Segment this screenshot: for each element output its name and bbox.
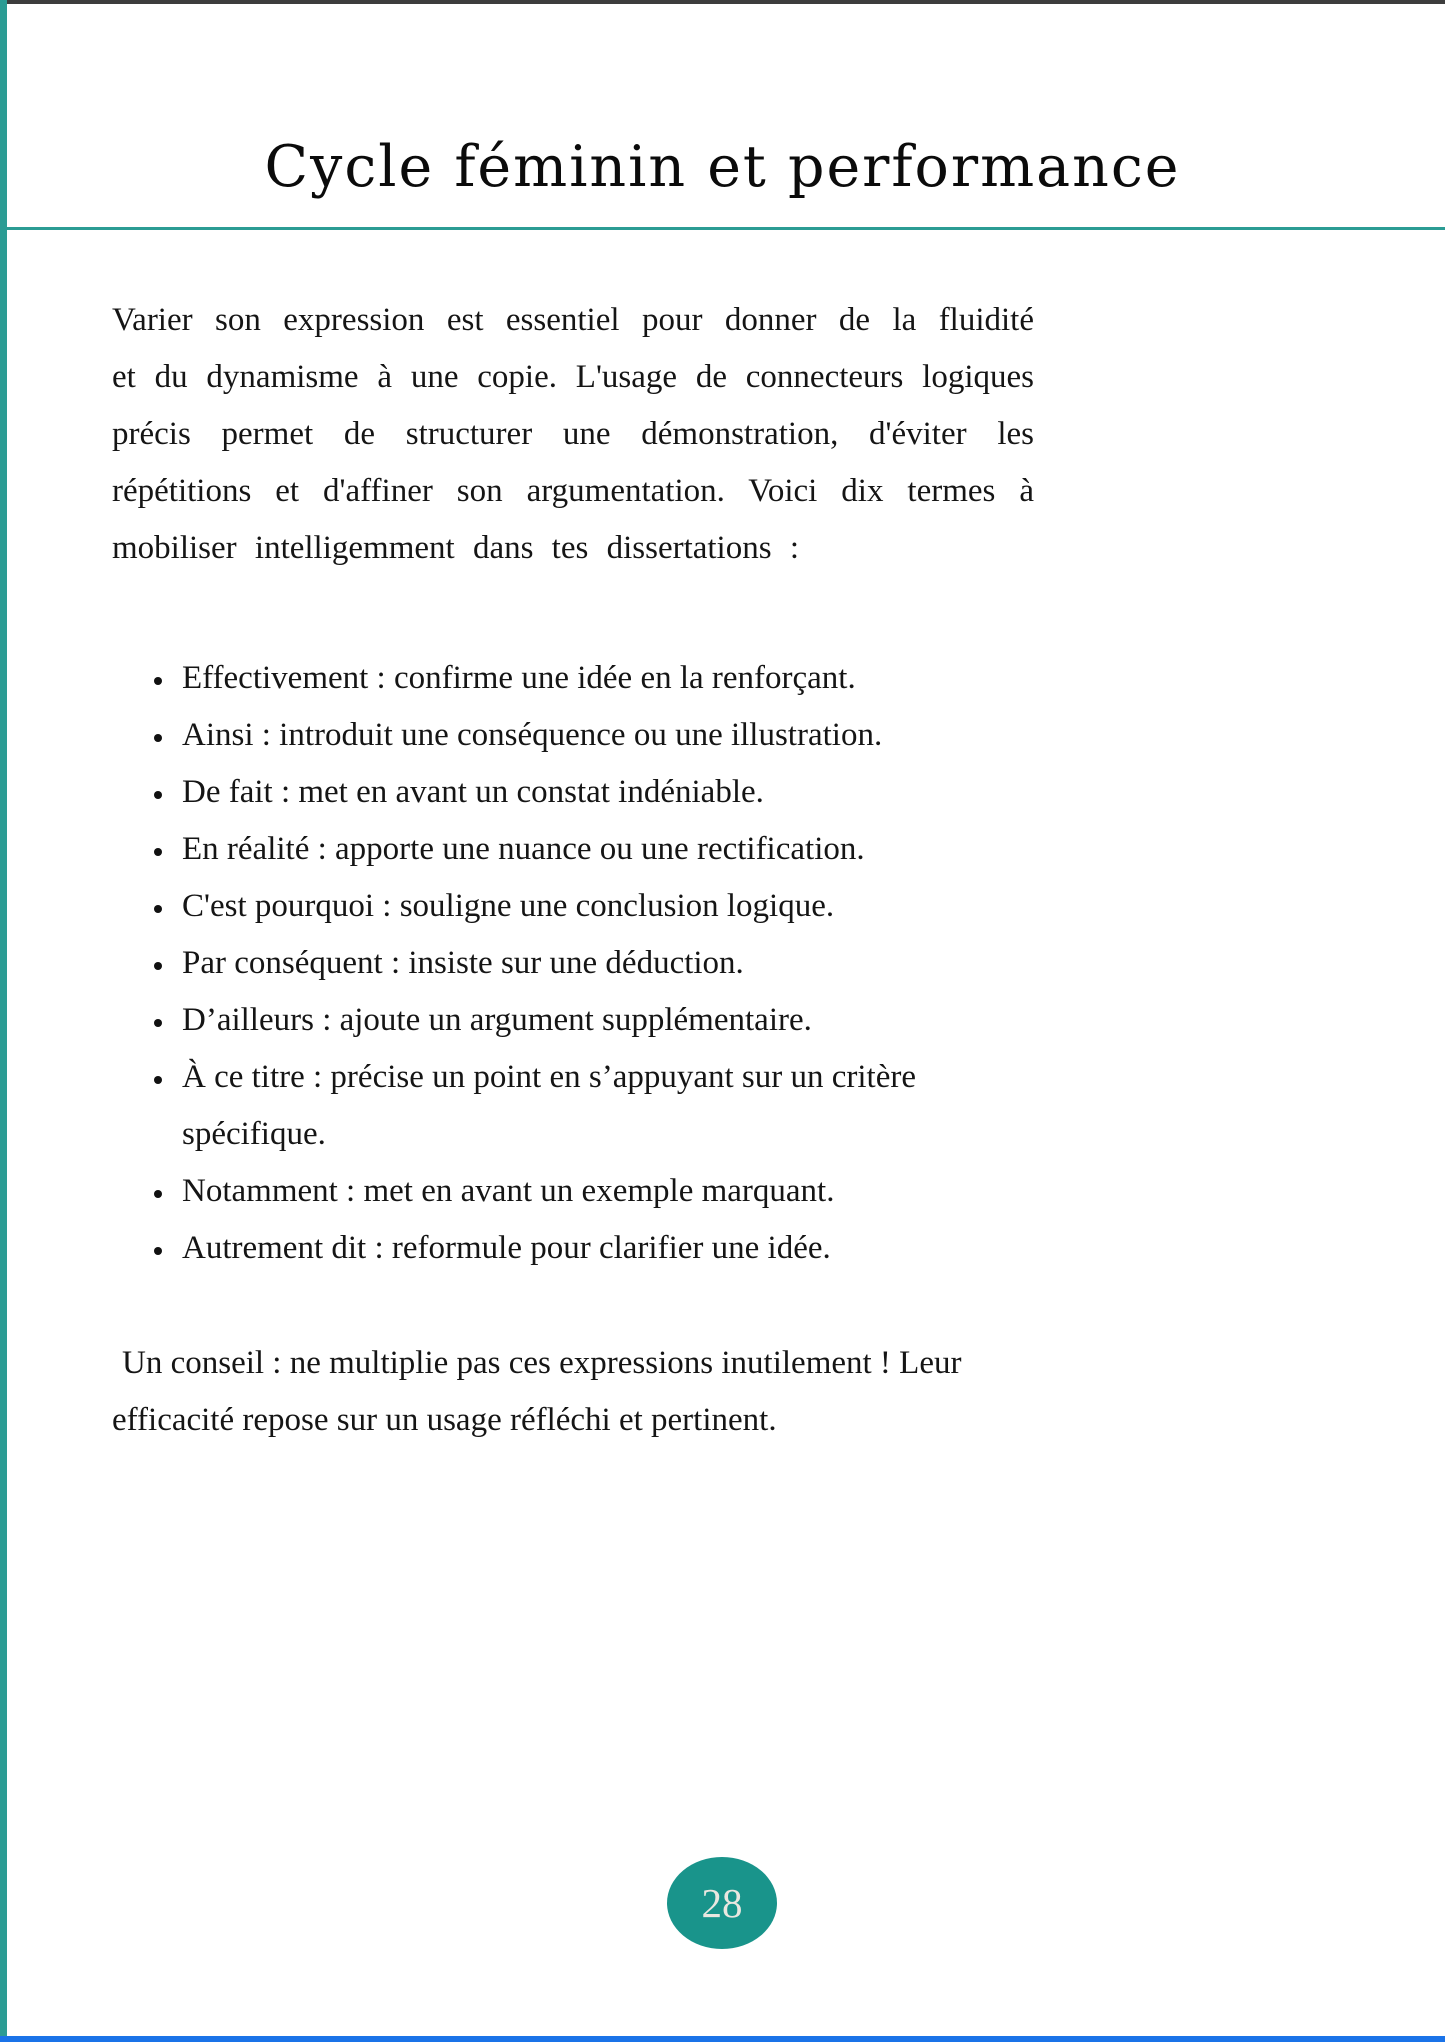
list-item-dailleurs: • D’ailleurs : ajoute un argument supplémentaire. <box>176 992 1034 1049</box>
intro-paragraph: Varier son expression est essentiel pour donner de la fluidité et du dynamisme à une copie. L'usage de connecteurs logiques précis permet de structurer une démonstration, d'éviter les répétitions et d'affiner son argumentation. Voici dix termes à mobiliser intelligemment dans tes dissertations : <box>112 302 1034 566</box>
list-item-de-fait: • De fait : met en avant un constat indéniable. <box>176 764 1034 821</box>
list-item-cest-pourquoi: • C'est pourquoi : souligne une conclusion logique. <box>176 878 1034 935</box>
page-content <box>112 292 1034 1449</box>
title-divider <box>0 227 1445 230</box>
outro-paragraph: Un conseil : ne multiplie pas ces expressions inutilement ! Leur efficacité repose sur un usage réfléchi et pertinent. <box>112 1345 962 1438</box>
list-item-par-consequent: • Par conséquent : insiste sur une déduction. <box>176 935 1034 992</box>
list-item-autrement-dit: • Autrement dit : reformule pour clarifier une idée. <box>176 1220 1034 1277</box>
list-item-ainsi: • Ainsi : introduit une conséquence ou une illustration. <box>176 707 1034 764</box>
list-item-notamment: • Notamment : met en avant un exemple marquant. <box>176 1163 1034 1220</box>
bottom-window-edge <box>0 2036 1445 2042</box>
connectors-list <box>112 650 1034 1277</box>
list-item-effectivement: • Effectivement : confirme une idée en la renforçant. <box>176 650 1034 707</box>
page-title: Cycle féminin et performance <box>264 134 1181 201</box>
page-number: 28 <box>701 1880 743 1926</box>
list-item-a-ce-titre: • À ce titre : précise un point en s’appuyant sur un critère spécifique. <box>176 1049 1034 1163</box>
left-accent-bar <box>0 0 7 2042</box>
page-number-badge <box>667 1857 777 1949</box>
list-item-en-realite: • En réalité : apporte une nuance ou une rectification. <box>176 821 1034 878</box>
top-window-edge <box>0 0 1445 4</box>
